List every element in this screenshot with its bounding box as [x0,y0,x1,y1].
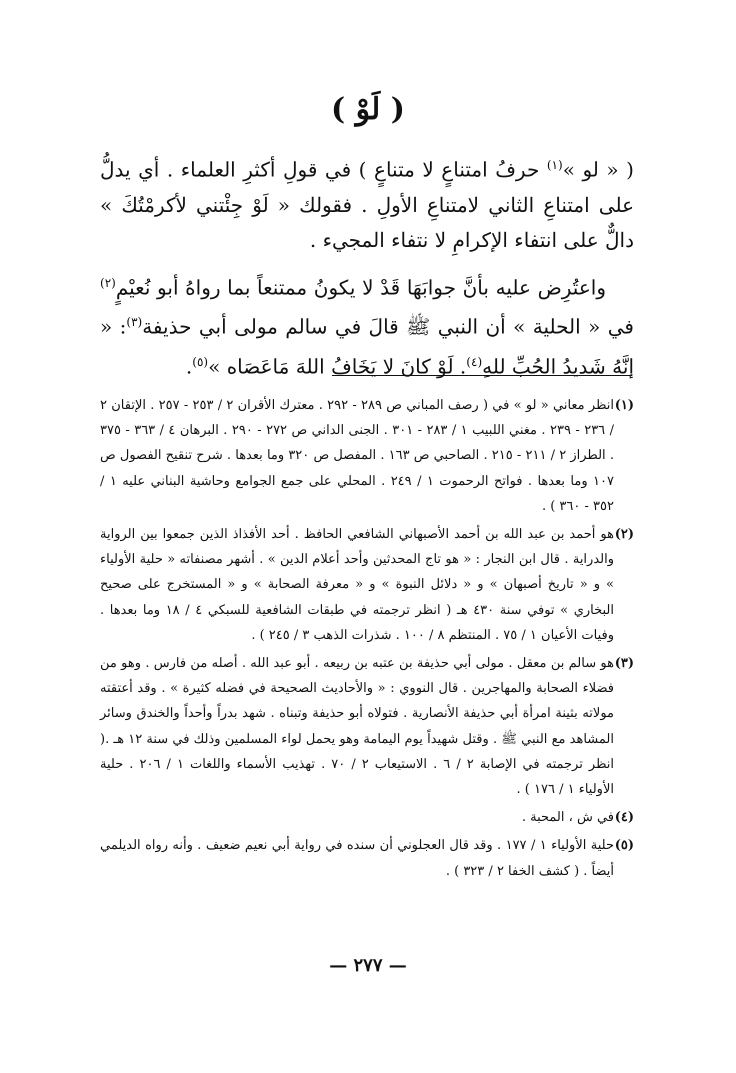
paragraph-2-text-e: . [185,354,193,379]
footnote-ref-4: (٤) [466,354,483,369]
footnote-1 [100,393,634,519]
footnote-text: انظر معاني « لو » في ( رصف المباني ص ٢٨٩ - ٢٩٢ . معترك الأقران ٢ / ٢٥٣ - ٢٥٧ . الإتقان ٢ / ٢٣٦ - ٢٣٩ . مغني اللبيب ١ / ٢٨٣ - ٣٠١ . الجنى الداني ص ٢٧٢ - ٢٩٠ . البرهان ٤ / ٣٦٣ - ٣٧٥ . الطراز ٢ / ٢١١ - ٢١٥ . الصاحبي ص ١٦٣ . المفصل ص ٣٢٠ وما بعدها . شرح تنقيح الفصول ص ١٠٧ وما بعدها . فواتح الرحموت ١ / ٢٤٩ . المحلي على جمع الجوامع وحاشية البناني عليه ١ / ٣٥٢ - ٣٦٠ ) . [100,398,614,514]
footnote-number: (٥) [614,838,634,854]
paragraph-2-text-b: في « الحلية » أن النبي ﷺ قالَ في سالم مولى أبي حذيفة [142,314,634,339]
paragraph-1-start: ( « لو » [562,157,634,182]
footnote-ref-3: (٣) [126,315,143,330]
footnote-number: (١) [614,398,634,413]
paragraph-2-text-d: . لَوْ كانَ لا يَخَافُ اللهَ مَاعَصَاه » [208,354,467,379]
paragraph-1 [100,148,634,258]
footnote-2 [100,522,634,648]
footnote-ref-2: (٢) [100,275,116,290]
paragraph-2-text-c: : « إنَّهُ شَديدُ الحُبِّ للهِ [100,314,634,379]
footnote-number: (٣) [614,656,634,672]
footnotes [100,393,634,887]
footnote-3 [100,651,634,802]
footnote-text: في ش ، المحبة . [521,810,614,826]
footnote-text: هو سالم بن معقل . مولى أبي حذيفة بن عتبه بن ربيعه . أبو عبد الله . أصله من فارس . وهو من فضلاء الصحابة والمهاجرين . قال النووي : « والأحاديث الصحيحة في فضله كثيرة » . وقد أعتقته مولاته بثينة امرأة أبي حذيفة الأنصارية . فتولاه أبو حذيفة وتبناه . شهد بدراً وأحداً والخندق وسائر المشاهد مع النبي ﷺ . وقتل شهيداً يوم اليمامة وهو يحمل لواء المسلمين وذلك في سنة ١٢ هـ .( انظر ترجمته في الإصابة ٢ / ٦ . الاستيعاب ٢ / ٧٠ . تهذيب الأسماء واللغات ١ / ٢٠٦ . حلية الأولياء ١ / ١٧٦ ) . [100,656,614,798]
footnote-ref-1: (١) [546,158,563,172]
section-heading: ( لَوْ ) [331,92,405,127]
page-number: — ٢٧٧ — [329,955,407,976]
paragraph-2-text-a: واعتُرِض عليه بأنَّ جوابَهَا قَدْ لا يكونُ ممتنعاً بما رواهُ أبو نُعيْمٍ [115,275,606,300]
paragraph-1-text: حرفُ امتناعٍ لا متناعٍ ) في قولِ أكثرِ العلماء . أي يدلُّ على امتناعِ الثاني لامتناعِ الأولِ . فقولك « لَوْ جِئْتني لأكرمْتُكَ » دالٌّ على انتفاء الإكرامِ لا نتفاء المجيء . [100,157,634,252]
footnote-text: حلية الأولياء ١ / ١٧٧ . وقد قال العجلوني أن سنده في رواية أبي نعيم ضعيف . وأنه رواه الديلمي أيضاً . ( كشف الخفا ٢ / ٣٢٣ ) . [100,838,614,879]
main-text [100,148,634,385]
footnote-number: (٤) [614,810,634,826]
footnote-text: هو أحمد بن عبد الله بن أحمد الأصبهاني الشافعي الحافظ . أحد الأفذاذ الذين جمعوا بين الرواية والدراية . قال ابن النجار : « هو تاج المحدثين وأحد أعلام الدين » . أشهر مصنفاته « حلية الأولياء » و « تاريخ أصبهان » و « دلائل النبوة » و « معرفة الصحابة » و « المستخرج على صحيح البخاري » توفي سنة ٤٣٠ هـ ( انظر ترجمته في طبقات الشافعية للسبكي ٤ / ١٨ وما بعدها . وفيات الأعيان ١ / ٧٥ . المنتظم ٨ / ١٠٠ . شذرات الذهب ٣ / ٢٤٥ ) . [100,527,614,643]
footnote-5 [100,833,634,883]
paragraph-2 [100,266,634,385]
footnote-4 [100,805,634,830]
footnote-number: (٢) [614,527,634,543]
footnote-separator [332,375,632,376]
footnote-ref-5: (٥) [192,354,209,369]
